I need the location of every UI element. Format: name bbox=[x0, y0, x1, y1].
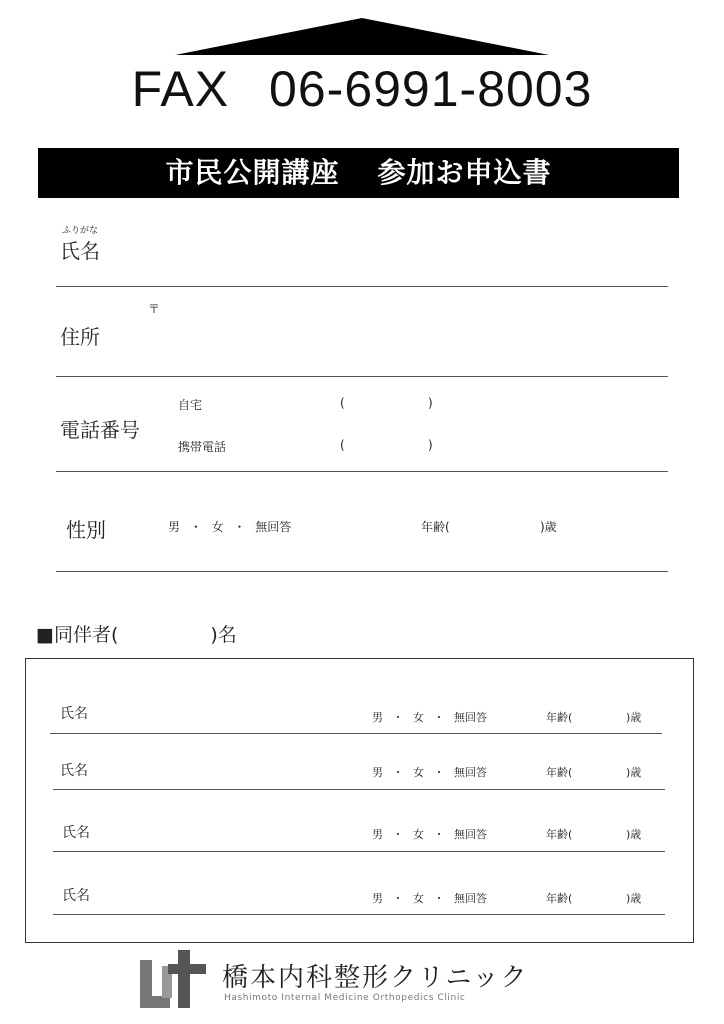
companion-3-age-label: 年齢( bbox=[546, 828, 573, 841]
companion-4-gender-options[interactable]: 男 ・ 女 ・ 無回答 bbox=[372, 892, 487, 905]
companions-title bbox=[36, 620, 237, 647]
title-banner bbox=[38, 148, 679, 198]
age-label: 年齢( bbox=[421, 520, 450, 534]
companion-3-line[interactable] bbox=[53, 851, 665, 852]
address-label: 住所 bbox=[60, 325, 100, 349]
companion-2-age-label: 年齢( bbox=[546, 766, 573, 779]
mobile-phone-paren-close: ) bbox=[428, 438, 433, 452]
companion-1-line[interactable] bbox=[50, 733, 662, 734]
companion-2-gender-options[interactable]: 男 ・ 女 ・ 無回答 bbox=[372, 766, 487, 779]
clinic-name-en: Hashimoto Internal Medicine Orthopedics Clinic bbox=[224, 993, 466, 1003]
header-arrow bbox=[175, 18, 549, 55]
companion-4-age-suffix: )歳 bbox=[626, 892, 642, 905]
gender-label: 性別 bbox=[66, 518, 106, 542]
name-furigana: ふりがな bbox=[62, 226, 99, 236]
companion-4-age-label: 年齢( bbox=[546, 892, 573, 905]
companion-4-line[interactable] bbox=[53, 914, 665, 915]
companion-2-name-label: 氏名 bbox=[60, 763, 88, 779]
companions-title-suffix: )名 bbox=[210, 624, 237, 646]
companion-3-name-label: 氏名 bbox=[62, 825, 90, 841]
companion-3-gender-options[interactable]: 男 ・ 女 ・ 無回答 bbox=[372, 828, 487, 841]
age-suffix: )歳 bbox=[540, 520, 557, 534]
postal-mark: 〒 bbox=[148, 302, 161, 316]
phone-field-line[interactable] bbox=[56, 471, 668, 472]
companion-1-age-suffix: )歳 bbox=[626, 711, 642, 724]
phone-label: 電話番号 bbox=[60, 418, 140, 442]
gender-options[interactable]: 男 ・ 女 ・ 無回答 bbox=[168, 520, 292, 534]
name-field-line[interactable] bbox=[56, 286, 668, 287]
fax-label: FAX bbox=[131, 61, 230, 117]
companions-title-prefix: ■同伴者( bbox=[36, 624, 119, 646]
name-label: 氏名 bbox=[60, 239, 100, 263]
companion-1-age-label: 年齢( bbox=[546, 711, 573, 724]
home-phone-paren-close: ) bbox=[428, 396, 433, 410]
home-phone-paren-open: ( bbox=[340, 396, 345, 410]
mobile-phone-label: 携帯電話 bbox=[178, 440, 227, 454]
gender-field-line[interactable] bbox=[56, 571, 668, 572]
companion-3-age-suffix: )歳 bbox=[626, 828, 642, 841]
mobile-phone-paren-open: ( bbox=[340, 438, 345, 452]
home-phone-label: 自宅 bbox=[178, 398, 203, 412]
fax-number-line bbox=[0, 60, 724, 118]
companion-2-age-suffix: )歳 bbox=[626, 766, 642, 779]
address-field-line[interactable] bbox=[56, 376, 668, 377]
companion-1-name-label: 氏名 bbox=[60, 706, 88, 722]
companion-1-gender-options[interactable]: 男 ・ 女 ・ 無回答 bbox=[372, 711, 487, 724]
companion-4-name-label: 氏名 bbox=[62, 888, 90, 904]
fax-number: 06-6991-8003 bbox=[269, 61, 593, 117]
clinic-name: 橋本内科整形クリニック bbox=[222, 963, 529, 993]
clinic-logo-icon bbox=[140, 950, 206, 1010]
companion-2-line[interactable] bbox=[53, 789, 665, 790]
banner-title-right: 参加お申込書 bbox=[377, 156, 552, 189]
banner-title-left: 市民公開講座 bbox=[165, 156, 340, 189]
companions-box bbox=[25, 658, 694, 943]
